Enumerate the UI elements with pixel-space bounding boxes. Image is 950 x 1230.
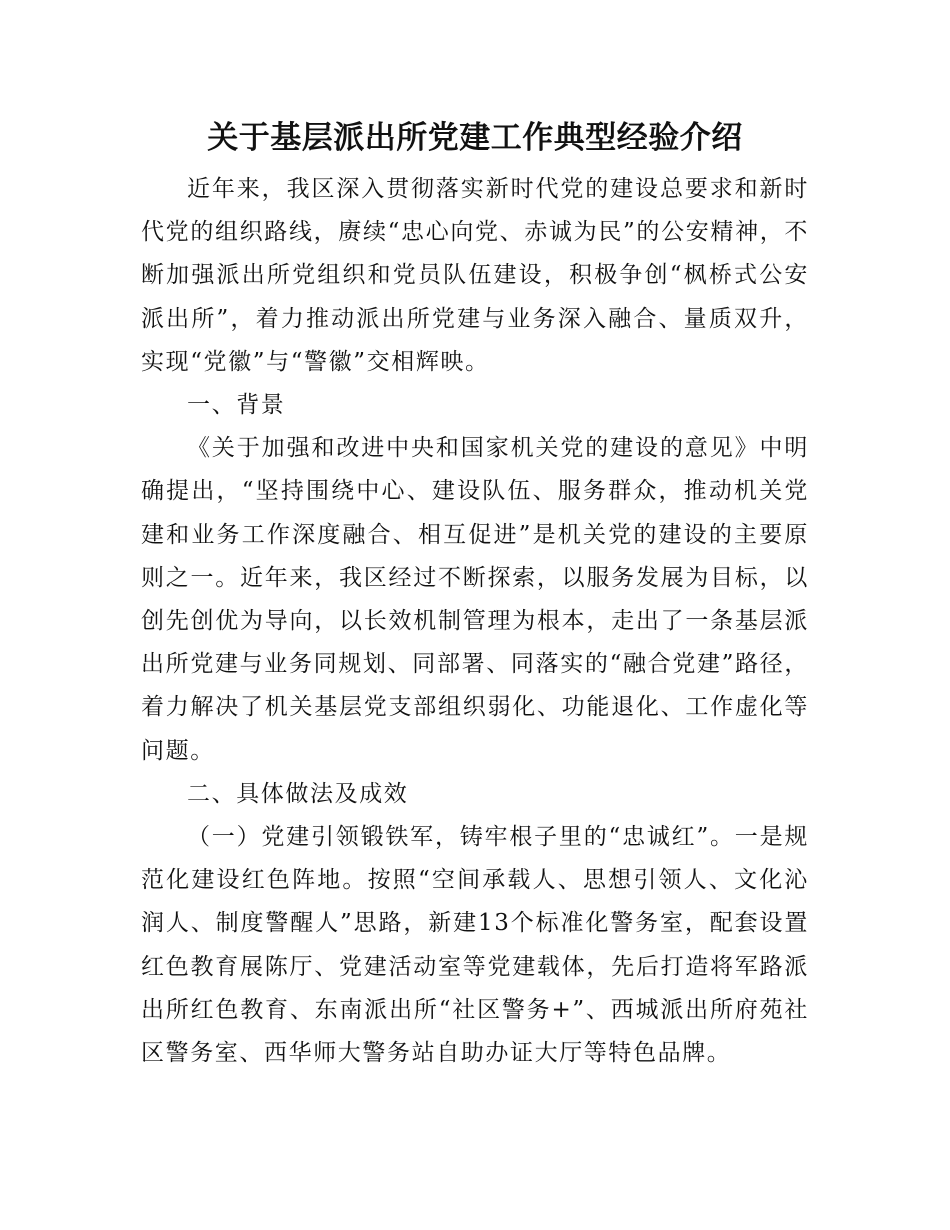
section-heading-practices: 二、具体做法及成效 [187,780,409,807]
section-heading-background: 一、背景 [187,392,286,419]
background-paragraph: 《关于加强和改进中央和国家机关党的建设的意见》中明确提出，“坚持围绕中心、建设队伍、服务群众，推动机关党建和业务工作深度融合、相互促进”是机关党的建设的主要原则之一。近年来，我区经过不断探索，以服务发展为目标，以创先创优为导向，以长效机制管理为根本，走出了一条基层派出所党建与业务同规划、同部署、同落实的“融合党建”路径，着力解决了机关基层党支部组织弱化、功能退化、工作虚化等问题。 [141,435,809,764]
practice-paragraph-1: （一）党建引领锻铁军，铸牢根子里的“忠诚红”。一是规范化建设红色阵地。按照“空间承载人、思想引领人、文化沁润人、制度警醒人”思路，新建13个标准化警务室，配套设置红色教育展陈厅、党建活动室等党建载体，先后打造将军路派出所红色教育、东南派出所“社区警务+”、西城派出所府苑社区警务室、西华师大警务站自助办证大厅等特色品牌。 [141,824,809,1067]
document-title: 关于基层派出所党建工作典型经验介绍 [207,120,743,156]
intro-paragraph: 近年来，我区深入贯彻落实新时代党的建设总要求和新时代党的组织路线，赓续“忠心向党、赤诚为民”的公安精神，不断加强派出所党组织和党员队伍建设，积极争创“枫桥式公安派出所”，着力推动派出所党建与业务深入融合、量质双升，实现“党徽”与“警徽”交相辉映。 [141,176,809,375]
document-body [141,108,809,1075]
